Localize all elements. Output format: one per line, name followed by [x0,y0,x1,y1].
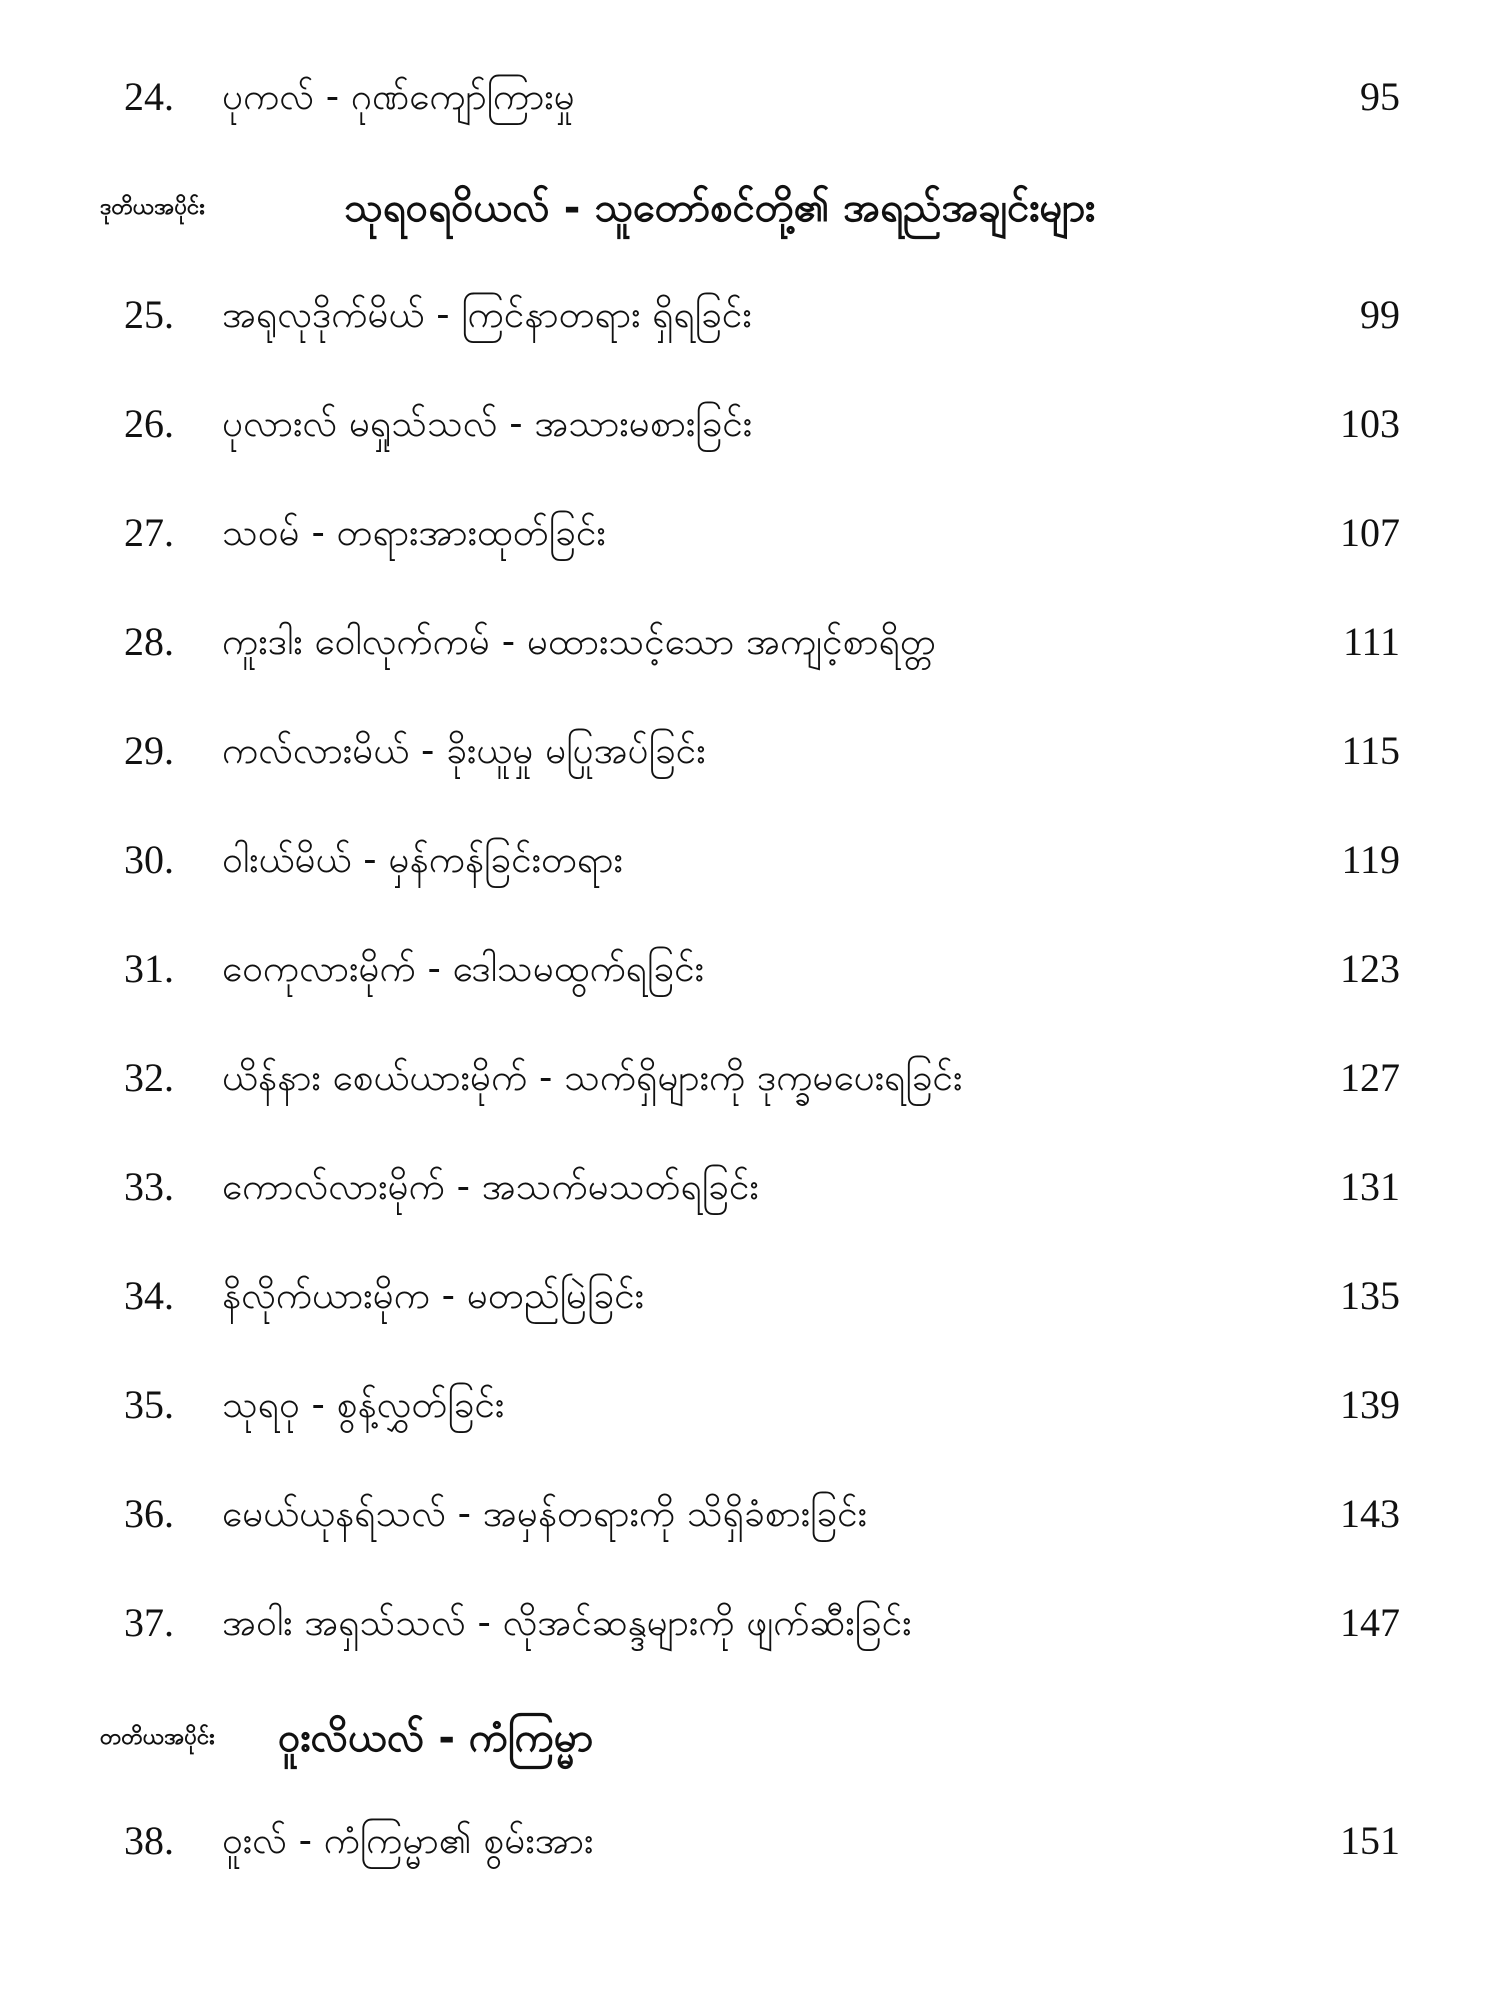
entry-number: 29. [124,728,174,773]
entry-title: ကူးဒါး ဝေါလုက်ကမ် - မထားသင့်သော အကျင့်စာရိတ္တ [222,620,936,663]
entry-page-number: 147 [1340,1600,1400,1645]
entry-title: အဝါး အရှသ်သလ် - လိုအင်ဆန္ဒများကို ဖျက်ဆီးခြင်း [222,1601,912,1644]
section-title: သုရဝရဝိယလ် - သူတော်စင်တို့၏ အရည်အချင်းများ [344,185,1096,231]
entry-page-number: 131 [1340,1164,1400,1209]
entry-page-number: 111 [1342,619,1400,664]
section-heading [0,1698,1500,1778]
entry-title: အရုလုဒိုက်မိယ် - ကြင်နာတရား ရှိရခြင်း [222,293,752,336]
toc-entry [0,389,1500,459]
section-label: တတိယအပိုင်း [100,1725,215,1750]
toc-entry [0,1261,1500,1331]
toc-entry [0,716,1500,786]
entry-title: ဝေကုလားမိုက် - ဒေါသမထွက်ရခြင်း [222,947,704,990]
entry-page-number: 99 [1360,292,1400,337]
entry-page-number: 127 [1340,1055,1400,1100]
entry-title: ဝူးလ် - ကံကြမ္မာ၏ စွမ်းအား [222,1819,594,1862]
entry-number: 33. [124,1164,174,1209]
entry-number: 38. [124,1818,174,1863]
entry-number: 27. [124,510,174,555]
entry-number: 32. [124,1055,174,1100]
toc-entry [0,934,1500,1004]
toc-entry [0,62,1500,132]
entry-page-number: 143 [1340,1491,1400,1536]
toc-entry [0,498,1500,568]
section-title: ဝူးလိယလ် - ကံကြမ္မာ [278,1715,594,1761]
entry-page-number: 139 [1340,1382,1400,1427]
entry-page-number: 107 [1340,510,1400,555]
entry-number: 31. [124,946,174,991]
entry-title: ပုလားလ် မရှုသ်သလ် - အသားမစားခြင်း [222,402,753,445]
entry-number: 28. [124,619,174,664]
entry-number: 30. [124,837,174,882]
entry-title: ကလ်လားမိယ် - ခိုးယူမှု မပြုအပ်ခြင်း [222,729,706,772]
entry-number: 37. [124,1600,174,1645]
entry-title: နိလိုက်ယားမိုက - မတည်မြဲခြင်း [222,1274,645,1317]
section-heading [0,168,1500,248]
entry-number: 25. [124,292,174,337]
entry-number: 35. [124,1382,174,1427]
entry-page-number: 119 [1341,837,1400,882]
toc-entry [0,1043,1500,1113]
entry-number: 36. [124,1491,174,1536]
toc-entry [0,1152,1500,1222]
toc-entry [0,280,1500,350]
entry-title: ဝါးယ်မိယ် - မှန်ကန်ခြင်းတရား [222,838,623,881]
toc-entry [0,1806,1500,1876]
entry-page-number: 123 [1340,946,1400,991]
entry-number: 24. [124,74,174,119]
entry-title: ယိန်နား စေယ်ယားမိုက် - သက်ရှိများကို ဒုက္ခမပေးရခြင်း [222,1056,963,1099]
toc-entry [0,1370,1500,1440]
entry-title: မေယ်ယုနရ်သလ် - အမှန်တရားကို သိရှိခံစားခြင်း [222,1492,868,1535]
entry-number: 34. [124,1273,174,1318]
toc-entry [0,1588,1500,1658]
entry-page-number: 95 [1360,74,1400,119]
section-label: ဒုတိယအပိုင်း [100,195,205,220]
entry-title: သဝမ် - တရားအားထုတ်ခြင်း [222,511,606,554]
entry-page-number: 135 [1340,1273,1400,1318]
toc-entry [0,607,1500,677]
toc-entry [0,825,1500,895]
entry-page-number: 115 [1341,728,1400,773]
entry-title: သုရဝု - စွန့်လွှတ်ခြင်း [222,1383,505,1426]
entry-page-number: 103 [1340,401,1400,446]
entry-title: ပုကလ် - ဂုဏ်ကျော်ကြားမှု [222,75,575,118]
entry-page-number: 151 [1340,1818,1400,1863]
entry-number: 26. [124,401,174,446]
toc-entry [0,1479,1500,1549]
entry-title: ကောလ်လားမိုက် - အသက်မသတ်ရခြင်း [222,1165,759,1208]
